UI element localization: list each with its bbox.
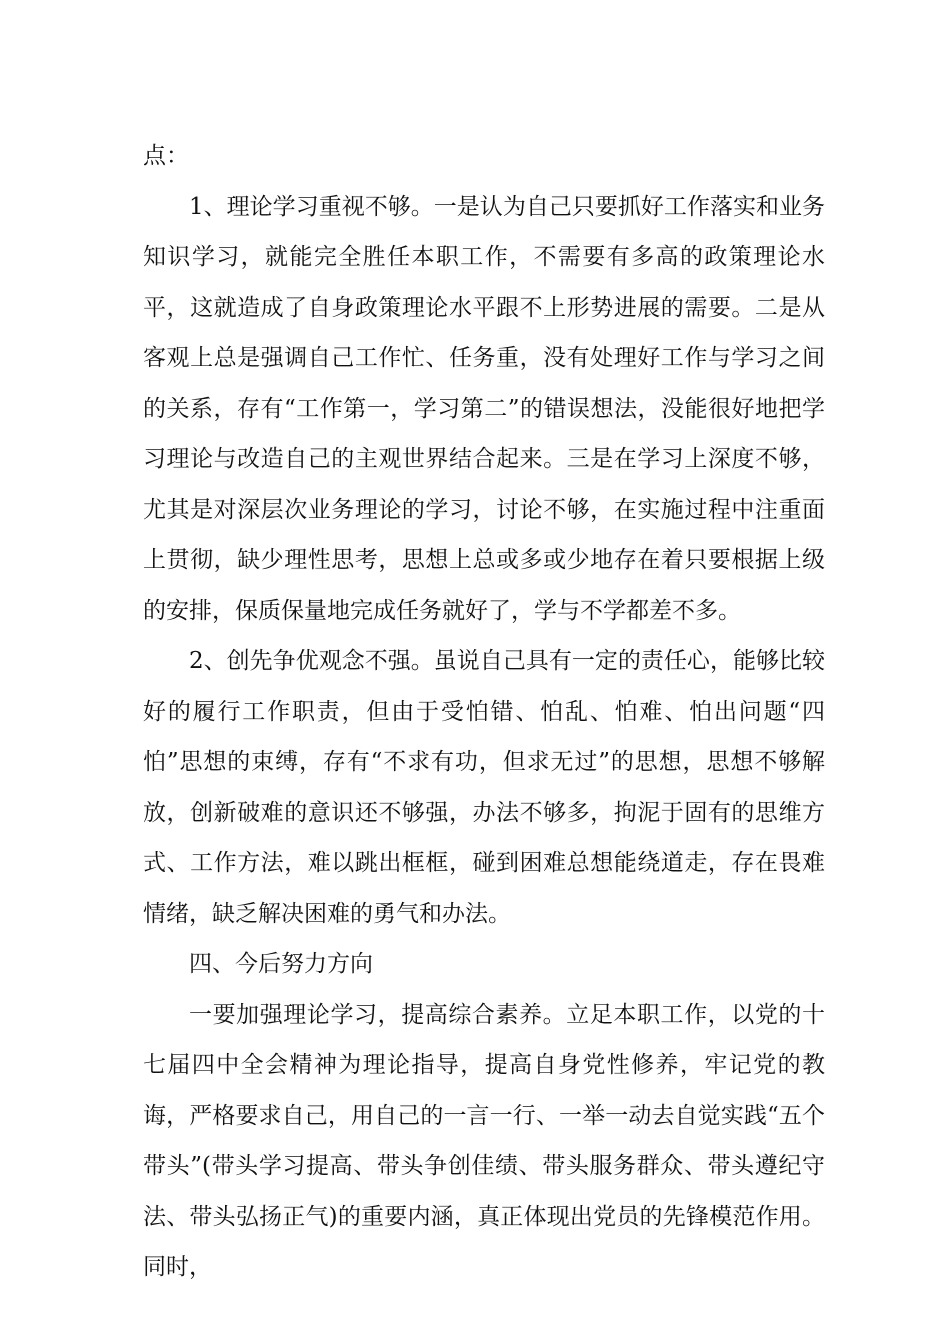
section-heading-future-direction: 四、今后努力方向 (189, 951, 373, 977)
paragraph-continuation: 点： (143, 143, 189, 169)
document-body (143, 131, 825, 1293)
paragraph-innovation-awareness: 2、创先争优观念不强。虽说自己具有一定的责任心，能够比较好的履行工作职责，但由于受怕错、怕乱、怕难、怕出问题“四怕”思想的束缚，存有“不求有功，但求无过”的思想，思想不够解放，创新破难的意识还不够强，办法不够多，拘泥于固有的思维方式、工作方法，难以跳出框框，碰到困难总想能绕道走，存在畏难情绪，缺乏解决困难的勇气和办法。 (143, 648, 825, 927)
paragraph-theory-study: 1、理论学习重视不够。一是认为自己只要抓好工作落实和业务知识学习，就能完全胜任本职工作，不需要有多高的政策理论水平，这就造成了自身政策理论水平跟不上形势进展的需要。二是从客观上总是强调自己工作忙、任务重，没有处理好工作与学习之间的关系，存有“工作第一，学习第二”的错误想法，没能很好地把学习理论与改造自己的主观世界结合起来。三是在学习上深度不够，尤其是对深层次业务理论的学习，讨论不够，在实施过程中注重面上贯彻，缺少理性思考，思想上总或多或少地存在着只要根据上级的安排，保质保量地完成任务就好了，学与不学都差不多。 (143, 193, 825, 624)
paragraph-strengthen-study: 一要加强理论学习，提高综合素养。立足本职工作，以党的十七届四中全会精神为理论指导，提高自身党性修养，牢记党的教诲，严格要求自己，用自己的一言一行、一举一动去自觉实践“五个带头”(带头学习提高、带头争创佳绩、带头服务群众、带头遵纪守法、带头弘扬正气)的重要内涵，真正体现出党员的先锋模范作用。同时， (143, 1001, 825, 1280)
